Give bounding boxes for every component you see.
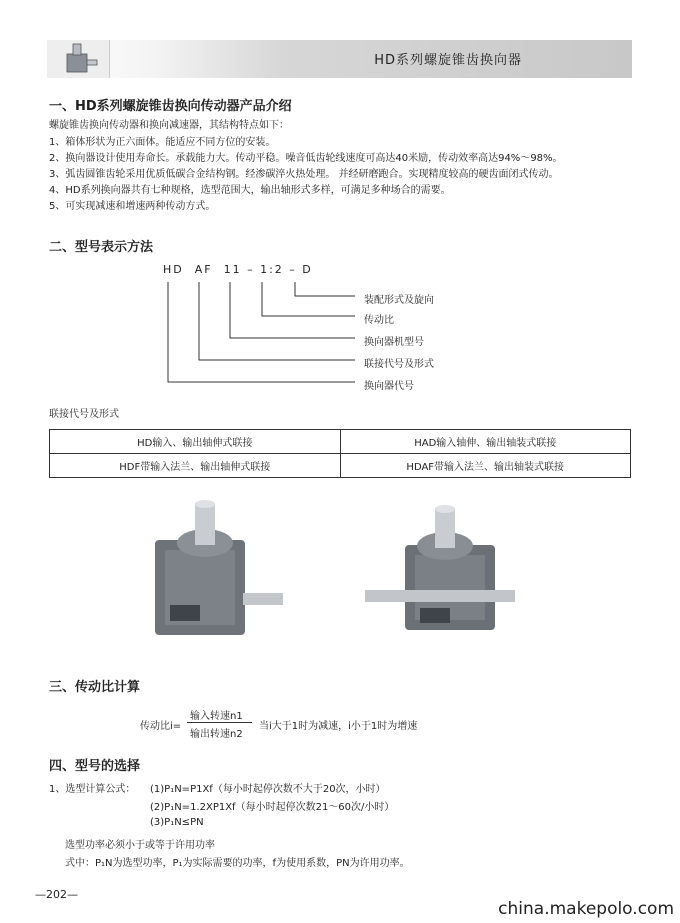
table-row <box>50 454 631 478</box>
model-code-diagram <box>160 278 370 388</box>
selection-note: 选型功率必须小于或等于许用功率 <box>65 840 215 851</box>
formula-3: (3)P₁N≤PN <box>150 817 204 828</box>
section3-title: 三、传动比计算 <box>49 680 141 695</box>
symbol-legend: 式中：P₁N为选型功率，P₁为实际需要的功率，f为使用系数，PN为许用功率。 <box>65 858 410 869</box>
connection-table-title: 联接代号及形式 <box>49 409 119 420</box>
gearbox-photo-hollow-type <box>365 500 525 640</box>
label-ratio: 传动比 <box>364 315 394 326</box>
watermark: china.makepolo.com <box>498 899 674 919</box>
fraction-bar <box>187 722 252 723</box>
section2-title: 二、型号表示方法 <box>49 240 154 255</box>
formula-2: (2)P₁N=1.2XP1Xf（每小时起停次数21～60次/小时） <box>150 802 395 813</box>
label-connection: 联接代号及形式 <box>364 359 434 370</box>
formula-lead: 1、选型计算公式： <box>49 784 136 795</box>
list-item: 1、箱体形状为正六面体。能适应不同方位的安装。 <box>49 137 276 148</box>
gearbox-photo-shaft-type <box>140 495 290 645</box>
section1-title: 一、HD系列螺旋锥齿换向传动器产品介绍 <box>49 99 292 114</box>
section4-title: 四、型号的选择 <box>49 759 141 774</box>
ratio-prefix: 传动比i= <box>140 721 182 732</box>
ratio-note: 当i大于1时为减速，i小于1时为增速 <box>259 721 418 732</box>
header-bar <box>47 40 632 78</box>
model-code: HD AF 11 – 1:2 – D <box>163 263 313 276</box>
ratio-numerator: 输入转速n1 <box>190 711 243 722</box>
table-cell: HDF带输入法兰、输出轴伸式联接 <box>50 454 341 478</box>
list-item: 2、换向器设计使用寿命长。承载能力大。传动平稳。噪音低齿轮线速度可高达40米励，传动效率高达94%～98%。 <box>49 153 563 164</box>
ratio-denominator: 输出转速n2 <box>190 729 243 740</box>
page-number: —202— <box>35 888 78 901</box>
gearbox-thumbnail <box>47 40 110 78</box>
header-title: HD系列螺旋锥齿换向器 <box>374 53 522 68</box>
section1-list <box>49 135 563 215</box>
label-assembly-form: 装配形式及旋向 <box>364 295 434 306</box>
table-cell: HDAF带输入法兰、输出轴装式联接 <box>340 454 631 478</box>
list-item: 5、可实现减速和增速两种传动方式。 <box>49 201 216 212</box>
table-row <box>50 430 631 454</box>
table-cell: HD输入、输出轴伸式联接 <box>50 430 341 454</box>
header-gradient <box>47 40 632 78</box>
table-cell: HAD输入轴伸、输出轴装式联接 <box>340 430 631 454</box>
label-reverser-code: 换向器代号 <box>364 381 414 392</box>
section1-intro: 螺旋锥齿换向传动器和换向减速器，其结构特点如下： <box>49 120 289 131</box>
label-model-number: 换向器机型号 <box>364 337 424 348</box>
list-item: 3、弧齿圆锥齿轮采用优质低碳合金结构钢。经渗碳淬火热处理。 并经研磨跑合。实现精度较高的硬齿面闭式传动。 <box>49 169 559 180</box>
connection-table <box>49 429 631 478</box>
list-item: 4、HD系列换向器共有七种规格，选型范围大，输出轴形式多样，可满足多种场合的需要。 <box>49 185 451 196</box>
formula-1: (1)P₁N=P1Xf（每小时起停次数不大于20次，小时） <box>150 784 386 795</box>
